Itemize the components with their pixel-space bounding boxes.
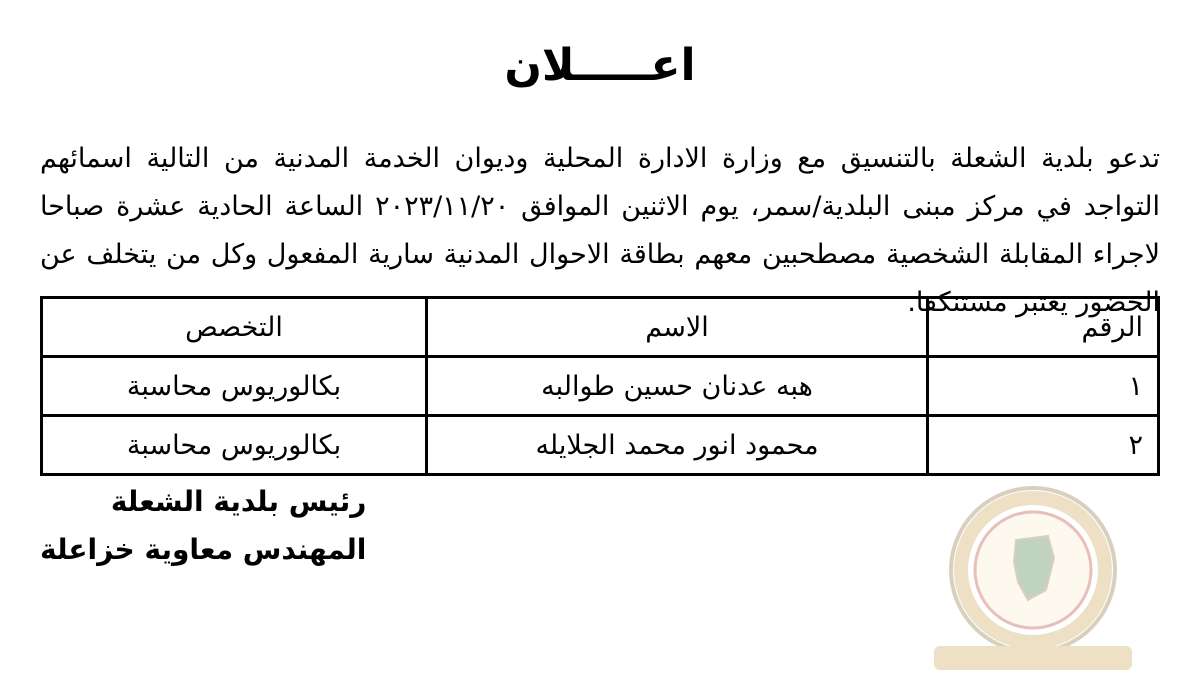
signature-name: المهندس معاوية خزاعلة [40, 533, 367, 566]
row-number: ٢ [928, 416, 1159, 475]
row-specialization: بكالوريوس محاسبة [42, 416, 427, 475]
signature-title: رئيس بلدية الشعلة [110, 485, 367, 518]
header-number: الرقم [928, 298, 1159, 357]
announcement-paragraph: تدعو بلدية الشعلة بالتنسيق مع وزارة الادارة المحلية وديوان الخدمة المدنية من التالية اسمائهم التواجد في مركز مبنى البلدية/سمر، يوم الاثنين الموافق ٢٠٢٣/١١/٢٠ الساعة الحادية عشرة صباحا لاجراء المقابلة الشخصية مصطحبين معهم بطاقة الاحوال المدنية سارية المفعول وكل من يتخلف عن الحضور يعتبر مستنكفا. [40, 143, 1160, 318]
header-specialization: التخصص [42, 298, 427, 357]
announcement-title: اعـــــلان [504, 40, 696, 91]
civil-service-bureau-seal [928, 478, 1138, 678]
signature-block [40, 478, 366, 574]
row-name: محمود انور محمد الجلايله [427, 416, 928, 475]
row-name: هبه عدنان حسين طوالبه [427, 357, 928, 416]
table-row [42, 357, 1159, 416]
table-row [42, 416, 1159, 475]
table-header-row [42, 298, 1159, 357]
row-specialization: بكالوريوس محاسبة [42, 357, 427, 416]
row-number: ١ [928, 357, 1159, 416]
candidates-table [40, 296, 1160, 476]
header-name: الاسم [427, 298, 928, 357]
seal-motto-ribbon [934, 646, 1132, 670]
